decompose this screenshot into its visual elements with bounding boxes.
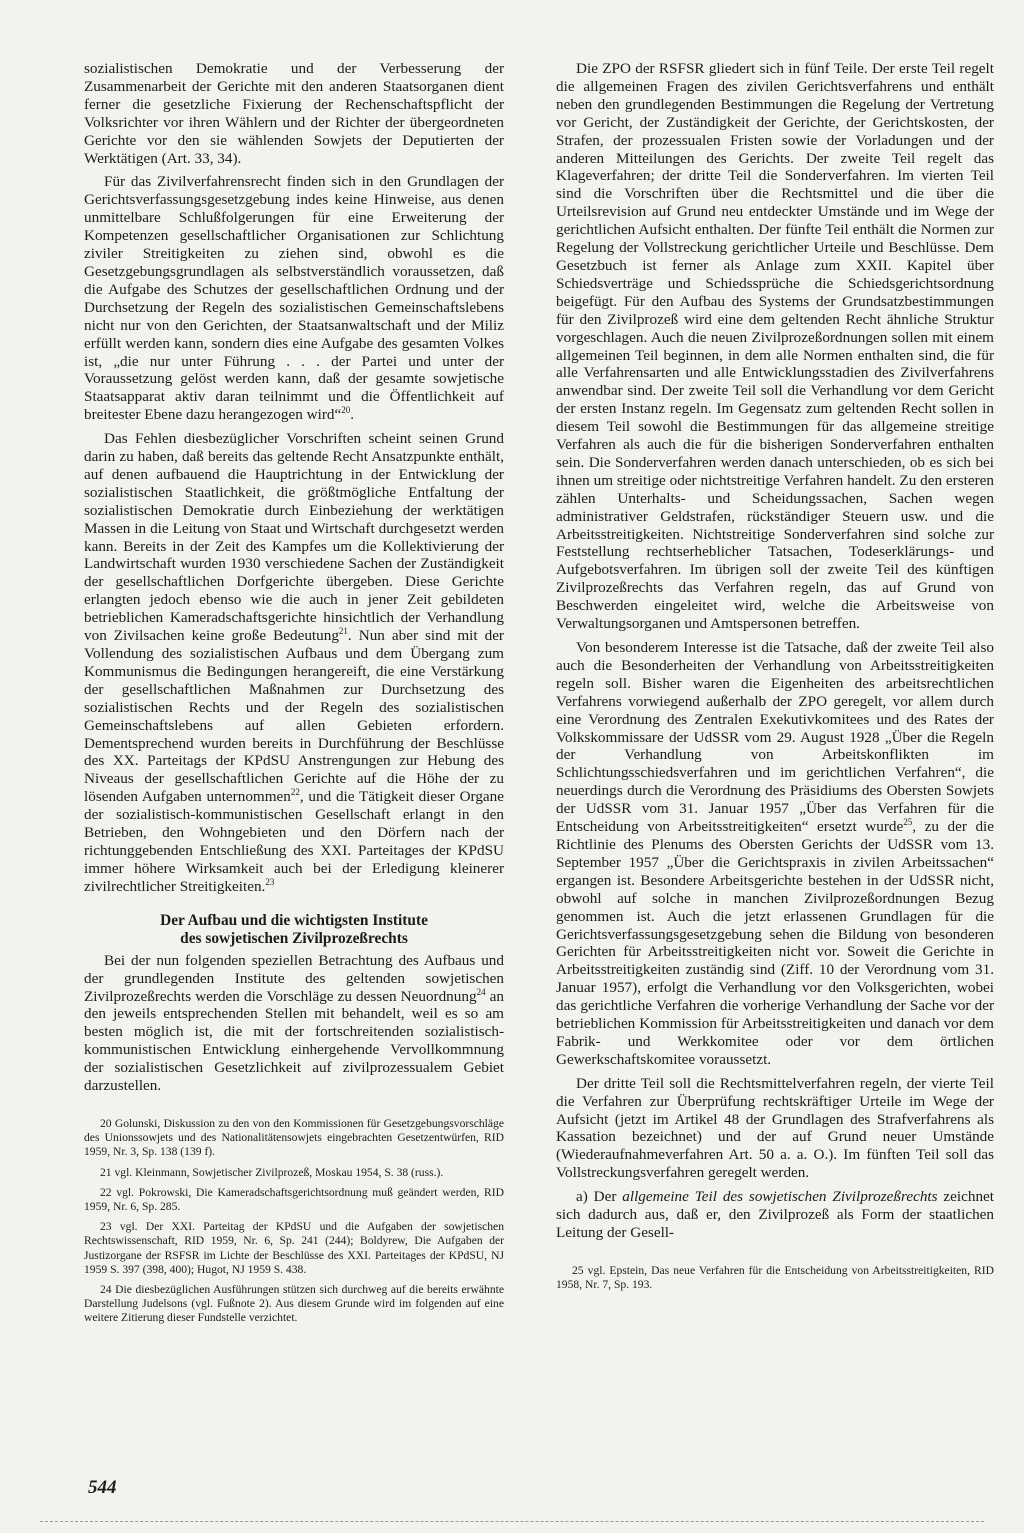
paragraph: Das Fehlen diesbezüglicher Vorschriften scheint seinen Grund darin zu haben, daß bereits das geltende Recht Ansatzpunkte enthält, auf denen aufbauend die Hauptrichtung in der Entwicklung der sozialistischen Staatlichkeit, die größtmögliche Entfaltung der sozialistischen Demokratie durch Einbeziehung der werktätigen Massen in die Leitung von Staat und Wirtschaft durchgesetzt werden kann. Bereits in der Zeit des Kampfes um die Kollektivierung der Landwirtschaft wurden 1930 verschiedene Sachen der Zuständigkeit der gesellschaftlichen Dorfgerichte übergeben. Diese Gerichte erlangten jedoch ebenso wie die auch in jener Zeit gebildeten betrieblichen Kameradschaftsgerichte hinsichtlich der Verhandlung von Zivilsachen keine große Bedeutung$^{21}$. Nun aber sind mit der Vollendung des sozialistischen Aufbaus und dem Übergang zum Kommunismus die Bedingungen herangereift, die eine Verstärkung der gesellschaftlichen Maßnahmen zur Durchsetzung des sozialistischen Rechts und der Regeln des sozialistischen Gemeinschaftslebens auf allen Gebieten erfordern. Dementsprechend wurden bereits in Durchführung der Beschlüsse des XX. Parteitags der KPdSU Anstrengungen zur Hebung des Niveaus der gesellschaftlichen Gerichte auf die Höhe der zu lösenden Aufgaben unternommen$^{22}$, und die Tätigkeit dieser Organe der sozialistisch-kommunistischen Gesellschaft erlangt in den Betrieben, den Wohngebieten und den Dörfern nach der richtunggebenden Entschließung des XXI. Parteitages der KPdSU immer höhere Wirksamkeit auch bei der Erledigung kleinerer zivilrechtlicher Streitigkeiten.$^{23}$ [84,430,504,895]
paragraph: sozialistischen Demokratie und der Verbesserung der Zusammenarbeit der Gerichte mit den anderen Staatsorganen dient ferner die gesetzliche Fixierung der Rechenschaftspflicht der Volksrichter vor ihren Wählern und der Richter der übergeordneten Gerichte vor den sie wählenden Sowjets der Deputierten der Werktätigen (Art. 33, 34). [84,60,504,167]
footnote-ref: 23 [265,876,275,887]
footnote: 20 Golunski, Diskussion zu den von den Kommissionen für Gesetzgebungsvorschläge des Unionssowjets und des Nationalitätensowjets eingebrachten Gesetzentwürfen, RID 1959, Nr. 3, Sp. 138 (139 f). [84,1116,504,1159]
paragraph: Die ZPO der RSFSR gliedert sich in fünf Teile. Der erste Teil regelt die allgemeinen Fragen des zivilen Gerichtsverfahrens und enthält neben den grundlegenden Bestimmungen die Regelung der Vertretung vor Gericht, der Zuständigkeit der Gerichte, der Gerichtskosten, der Strafen, der prozessualen Fristen sowie der Vorladungen und der anderen Mitteilungen des Gerichts. Der zweite Teil regelt das Klageverfahren; der dritte Teil die Sonderverfahren. Im vierten Teil sind die Vorschriften über die Rechtsmittel und die über die Urteilsrevision auf Grund neu entdeckter Umstände und im Wege der gerichtlichen Aufsicht enthalten. Der fünfte Teil enthält die Normen zur Regelung der Vollstreckung gerichtlicher Urteile und Beschlüsse. Dem Gesetzbuch ist ferner als Anlage zum XXII. Kapitel über Schiedsverträge und Schiedssprüche die Schiedsgerichtsordnung beigefügt. Für den Aufbau des Systems der Grundsatzbestimmungen für den Zivilprozeß wird eine dem geltenden Recht ähnliche Struktur vorgeschlagen. Auch die neuen Zivilprozeßordnungen sollen mit einem allgemeinen Teil beginnen, in dem alle Normen enthalten sind, die für alle Verfahrensarten und alle Entwicklungsstadien des Zivilverfahrens anwendbar sind. Der zweite Teil soll die Verhandlung vor dem Gericht der ersten Instanz regeln. Im Gegensatz zum geltenden Recht sollen in diesem Teil sowohl die Bestimmungen für das allgemeine streitige Verfahren als auch die für die bisherigen Sonderverfahren enthalten sein. Die Sonderverfahren werden danach unterschieden, ob es sich bei ihnen um streitige oder nichtstreitige Verfahren handelt. Zu den ersteren zählen Unterhalts- und Scheidungssachen, Sachen wegen administrativer Geldstrafen, rückständiger Steuern usw. und die Arbeitsstreitigkeiten. Nichtstreitige Sonderverfahren sind solche zur Feststellung rechtserheblicher Tatsachen, Todeserklärungs- und Aufgebotsverfahren. Im übrigen soll der zweite Teil des künftigen Zivilprozeßrechts das Verfahren regeln, das auf Grund von Beschwerden eingeleitet wird, welche die Arbeitsweise von Verwaltungsorganen und Amtspersonen betreffen. [556,60,994,633]
emphasis: allgemeine Teil des sowjetischen Zivilprozeßrechts [622,1188,938,1206]
paragraph: Der dritte Teil soll die Rechtsmittelverfahren regeln, der vierte Teil die Verfahren zur Überprüfung rechtskräftiger Urteile im Wege der Aufsicht (jetzt im Artikel 48 der Grundlagen des Strafverfahrens als Kassation bezeichnet) und der auf Grund neuer Umstände (Wiederaufnahmeverfahren Art. 50 a. a. O.). Im fünften Teil soll das Vollstreckungsverfahren geregelt werden. [556,1074,994,1182]
footnote: 23 vgl. Der XXI. Parteitag der KPdSU und die Aufgaben der sowjetischen Rechtswissenschaft, RID 1959, Nr. 6, Sp. 241 (244); Boldyrew, Die Aufgaben der Justizorgane der RSFSR im Lichte der Beschlüsse des XXI. Parteitages der KPdSU, NJ 1959 S. 397 (398, 400); Hugot, NJ 1959 S. 438. [84,1220,504,1276]
paragraph: Von besonderem Interesse ist die Tatsache, daß der zweite Teil also auch die Besonderheiten der Verhandlung von Arbeitsstreitigkeiten regeln soll. Bisher waren die Eigenheiten des arbeitsrechtlichen Verfahrens vorwiegend außerhalb der ZPO geregelt, vor allem durch eine Verordnung des Zentralen Exekutivkomitees und des Rates der Volkskommissare der UdSSR vom 29. August 1928 „Über die Regeln der Verhandlung von Arbeitskonflikten im Schlichtungsschiedsverfahren und im gerichtlichen Verfahren“, die neuerdings durch die Verordnung des Präsidiums des Obersten Sowjets der UdSSR vom 31. Januar 1957 „Über das Verfahren für die Entscheidung von Arbeitsstreitigkeiten“ ersetzt wurde$^{25}$, zu der die Richtlinie des Plenums des Obersten Gerichts der UdSSR vom 13. September 1957 „Über die Gerichtspraxis in zivilen Arbeitssachen“ ergangen ist. Besondere Arbeitsgerichte bestehen in der UdSSR nicht, obwohl auf solche in manchen Zivilprozeßordnungen Bezug genommen ist. Auch die jetzt erlassenen Grundlagen für die Gerichtsverfassungsgesetzgebung sehen die Bildung von besonderen Gerichten für Arbeitsstreitigkeiten nicht vor. Soweit die Gerichte in Arbeitsstreitigkeiten zuständig sind (Ziff. 10 der Verordnung vom 31. Januar 1957), erfolgt die Verhandlung vor den Volksgerichten, wobei das gerichtliche Verfahren die vorherige Verhandlung der Sache vor der betrieblichen Kommission für Arbeitsstreitigkeiten und danach vor dem Fabrik- und Werkkomitee oder vor dem örtlichen Gewerkschaftskomitee voraussetzt. [556,639,995,1068]
paragraph: Bei der nun folgenden speziellen Betrachtung des Aufbaus und der grundlegenden Institute des geltenden sowjetischen Zivilprozeßrechts werden die Vorschläge zu dessen Neuordnung$^{24}$ an den jeweils entsprechenden Stellen mit behandelt, weil es so am besten möglich ist, die mit der fortschreitenden sozialistisch-kommunistischen Entwicklung einhergehende Vervollkommnung der sozialistischen Gesetzlichkeit auf zivilprozessualem Gebiet darzustellen. [84,951,504,1095]
page-number: 544 [88,1477,117,1498]
footnote: 25 vgl. Epstein, Das neue Verfahren für die Entscheidung von Arbeitsstreitigkeiten, RID 1958, Nr. 7, Sp. 193. [556,1263,994,1292]
footnotes-left [84,1117,504,1326]
left-column [84,60,504,1332]
bottom-divider [40,1521,984,1522]
footnote: 21 vgl. Kleinmann, Sowjetischer Zivilprozeß, Moskau 1954, S. 38 (russ.). [100,1165,444,1179]
right-column [556,60,994,1298]
footnote-ref: 24 [476,986,486,997]
footnote: 22 vgl. Pokrowski, Die Kameradschaftsgerichtsordnung muß geändert werden, RID 1959, Nr. 6, Sp. 285. [84,1185,504,1213]
footnote-ref: 25 [903,817,913,827]
footnote-ref: 20 [341,405,351,416]
footnote-ref: 22 [290,787,300,798]
footnotes-right [556,1264,994,1292]
section-heading: Der Aufbau und die wichtigsten Institute des sowjetischen Zivilprozeßrechts [160,911,428,947]
paragraph: a) Der allgemeine Teil des sowjetischen Zivilprozeßrechts zeichnet sich dadurch aus, daß er, den Zivilprozeß als Form der staatlichen Leitung der Gesell- [556,1188,994,1241]
footnote: 24 Die diesbezüglichen Ausführungen stützen sich durchweg auf die bereits erwähnte Darstellung Judelsons (vgl. Fußnote 2). Aus diesem Grunde wird im folgenden auf eine weitere Zitierung dieser Fundstelle verzichtet. [84,1282,504,1325]
footnote-ref: 21 [338,626,348,637]
paragraph: Für das Zivilverfahrensrecht finden sich in den Grundlagen der Gerichtsverfassungsgesetzgebung indes keine Hinweise, aus denen unmittelbare Schlußfolgerungen für eine Erweiterung der Kompetenzen gesellschaftlicher Organisationen zur Schlichtung ziviler Streitigkeiten zu ziehen sind, obwohl es die Gesetzgebungsgrundlagen als selbstverständlich voraussetzen, daß die Aufgabe des Schutzes der gesellschaftlichen Ordnung und der Durchsetzung der Regeln des sozialistischen Gemeinschaftslebens nicht nur von den Gerichten, der Staatsanwaltschaft und der Miliz erfüllt werden kann, sondern dies eine Aufgabe des gesamten Volkes ist, „die nur unter Führung . . . der Partei und unter der Voraussetzung gelöst werden kann, daß der gesamte sowjetische Staatsapparat aktiv daran teilnimmt und die Öffentlichkeit auf breitester Ebene dazu herangezogen wird“$^{20}$. [84,173,504,424]
